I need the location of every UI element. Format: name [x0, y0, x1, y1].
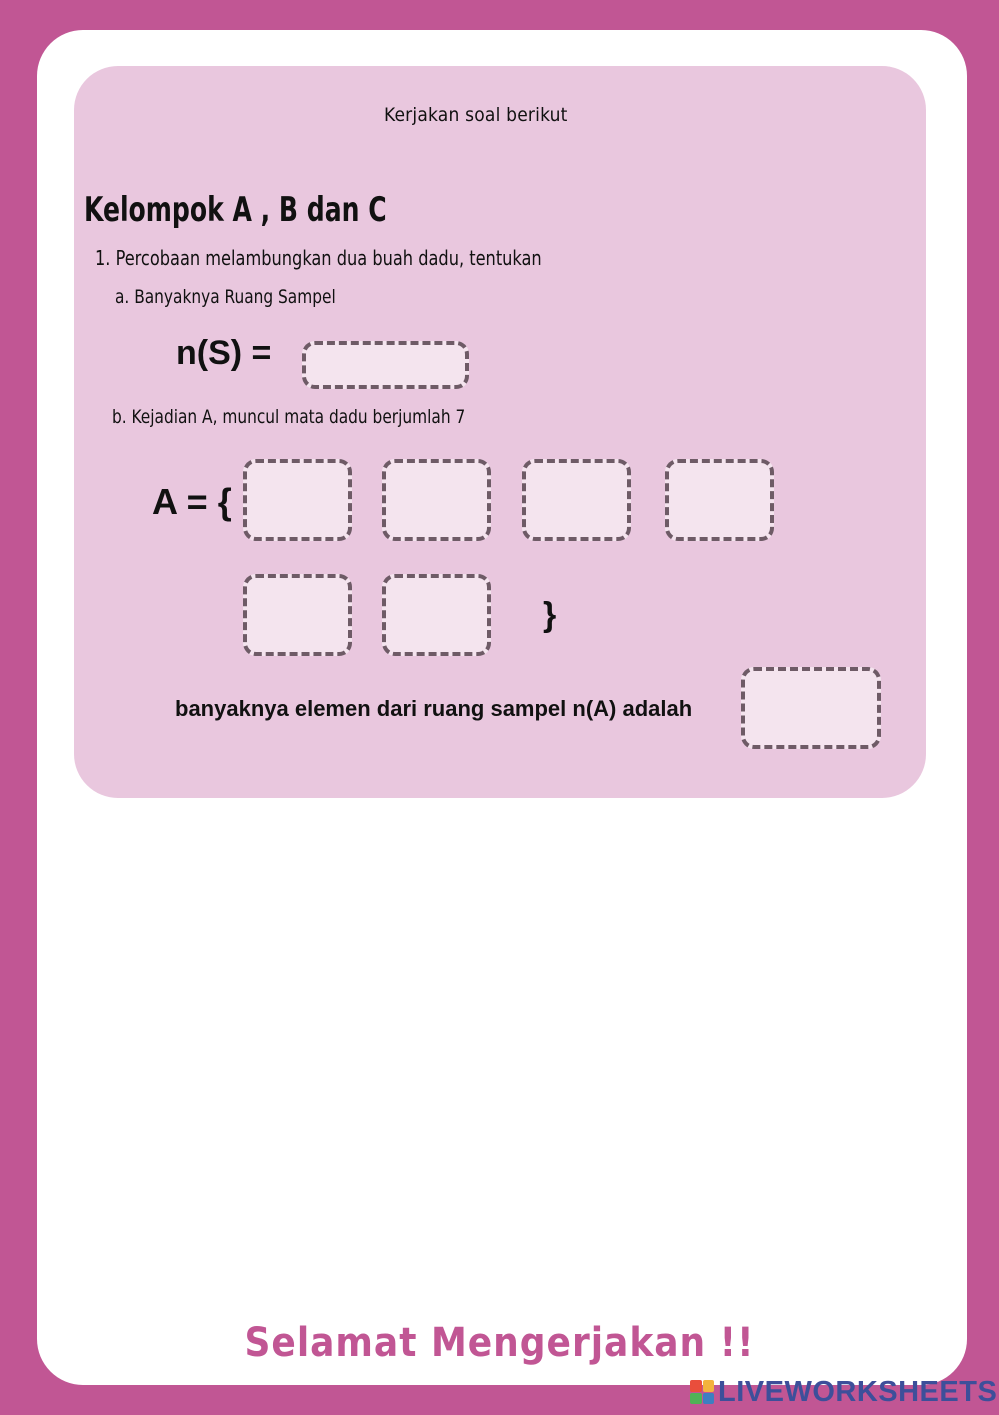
- ns-answer-input[interactable]: [302, 341, 469, 389]
- liveworksheets-logo-icon: [690, 1380, 714, 1404]
- set-a-element-input-4[interactable]: [665, 459, 774, 541]
- set-a-close-brace: }: [543, 596, 557, 634]
- liveworksheets-brand: [690, 1376, 997, 1408]
- set-a-element-input-1[interactable]: [243, 459, 352, 541]
- set-a-element-input-3[interactable]: [522, 459, 631, 541]
- question-1b-text: b. Kejadian A, muncul mata dadu berjumlah 7: [112, 406, 466, 428]
- na-answer-input[interactable]: [741, 667, 881, 749]
- set-a-element-input-6[interactable]: [382, 574, 491, 656]
- question-1a-text: a. Banyaknya Ruang Sampel: [115, 286, 336, 308]
- na-label: banyaknya elemen dari ruang sampel n(A) adalah: [175, 696, 693, 721]
- brand-name: LIVEWORKSHEETS: [718, 1375, 998, 1408]
- ns-label: n(S) =: [176, 334, 272, 372]
- set-a-element-input-5[interactable]: [243, 574, 352, 656]
- closing-message: Selamat Mengerjakan !!: [244, 1320, 755, 1366]
- instruction-text: Kerjakan soal berikut: [384, 104, 568, 126]
- group-title: Kelompok A , B dan C: [84, 190, 387, 230]
- set-a-element-input-2[interactable]: [382, 459, 491, 541]
- set-a-open-label: A = {: [152, 481, 232, 522]
- question-1-text: 1. Percobaan melambungkan dua buah dadu, tentukan: [95, 246, 542, 270]
